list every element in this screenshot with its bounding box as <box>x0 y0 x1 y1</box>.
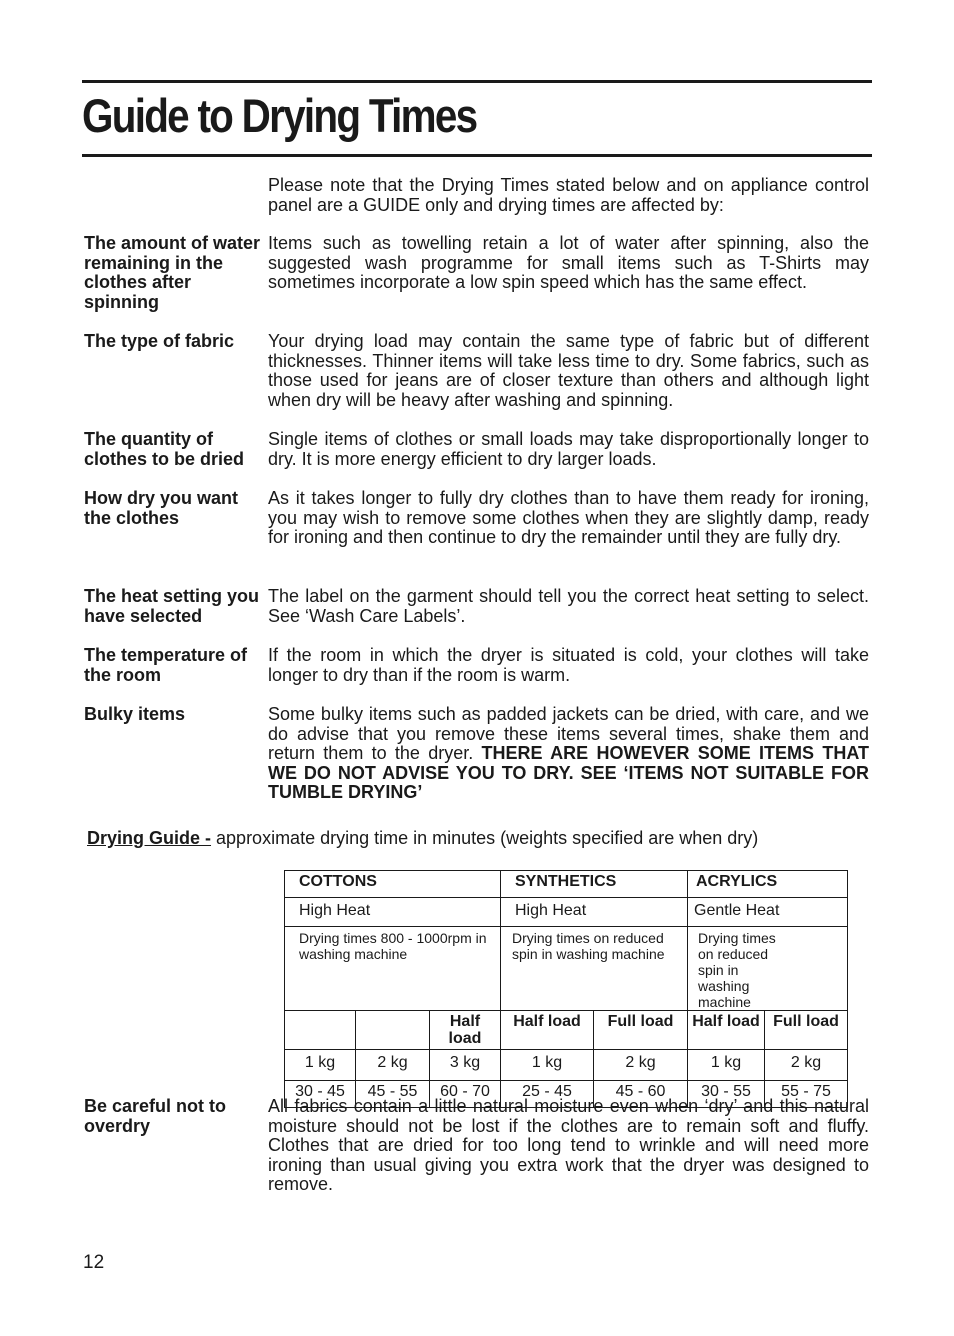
table-row <box>285 1011 848 1050</box>
section-label: Bulky items <box>84 704 186 724</box>
section-text: Single items of clothes or small loads may take disproportionally longer to dry. It is more energy efficient to dry larger loads. <box>268 429 869 469</box>
table-load-cell <box>285 1011 356 1050</box>
section-text: If the room in which the dryer is situated is cold, your clothes will take longer to dry than if the room is warm. <box>268 645 869 685</box>
section-label: The type of fabric <box>84 331 235 351</box>
table-weight-cell: 2 kg <box>765 1050 848 1081</box>
table-weight-cell: 2 kg <box>594 1050 688 1081</box>
table-weight-cell: 2 kg <box>356 1050 430 1081</box>
table-row <box>285 871 848 898</box>
table-group-synthetics: SYNTHETICS <box>501 871 688 898</box>
section-label: The heat setting you have selected <box>84 586 260 626</box>
title-top-rule <box>82 80 872 83</box>
table-heat-cell: Gentle Heat <box>688 898 848 927</box>
section-label: How dry you want the clothes <box>84 488 239 528</box>
table-row <box>285 1050 848 1081</box>
section-text: As it takes longer to fully dry clothes than to have them ready for ironing, you may wish to remove some clothes when they are slightly damp, ready for ironing and then continue to dry the remainder until they are fully dry. <box>268 488 869 548</box>
table-time-cell: 30 - 45 <box>285 1081 356 1108</box>
drying-guide-title: Drying Guide - <box>87 828 212 848</box>
page-title: Guide to Drying Times <box>82 89 477 142</box>
table-time-cell: 45 - 55 <box>356 1081 430 1108</box>
drying-guide-subtitle: approximate drying time in minutes (weights specified are when dry) <box>216 828 759 848</box>
table-weight-cell: 1 kg <box>501 1050 594 1081</box>
table-note-cell: Drying times 800 - 1000rpm in washing machine <box>285 927 501 1011</box>
title-bottom-rule <box>82 154 872 157</box>
section-label: The amount of water remaining in the clothes after spinning <box>84 233 261 312</box>
table-group-cottons: COTTONS <box>285 871 501 898</box>
section-label: Be careful not to overdry <box>84 1096 227 1136</box>
table-weight-cell: 1 kg <box>688 1050 765 1081</box>
section-text <box>268 705 869 803</box>
table-heat-cell: High Heat <box>501 898 688 927</box>
section-text: All fabrics contain a little natural moisture even when ‘dry’ and this natural moisture should not be lost if the clothes are to remain soft and fluffy. Clothes that are dried for too long tend to wrinkle and will need more ironing than usual giving you extra work that the dryer was designed to remove. <box>268 1096 869 1195</box>
table-load-cell: Half load <box>688 1011 765 1050</box>
table-heat-cell: High Heat <box>285 898 501 927</box>
section-text: Your drying load may contain the same type of fabric but of different thicknesses. Thinner items will take less time to dry. Some fabrics, such as those used for jeans are of closer texture than others and although light when dry will be heavy after washing and spinning. <box>268 331 869 410</box>
table-load-cell: Full load <box>765 1011 848 1050</box>
warning-text: THERE ARE HOWEVER SOME ITEMS THAT WE DO NOT ADVISE YOU TO DRY. SEE ‘ITEMS NOT SUITABLE FOR TUMBLE DRYING’ <box>268 743 869 803</box>
drying-times-table <box>284 870 848 1108</box>
table-time-cell: 45 - 60 <box>594 1081 688 1108</box>
table-load-cell: Half load <box>430 1011 501 1050</box>
page-number: 12 <box>83 1252 105 1273</box>
table-time-cell: 25 - 45 <box>501 1081 594 1108</box>
section-text: Items such as towelling retain a lot of water after spinning, also the suggested wash programme for small items such as T-Shirts may sometimes incorporate a low spin speed which has the same effect. <box>268 233 869 293</box>
table-weight-cell: 3 kg <box>430 1050 501 1081</box>
table-row <box>285 927 848 1011</box>
section-text: The label on the garment should tell you the correct heat setting to select. See ‘Wash Care Labels’. <box>268 586 869 626</box>
drying-guide-heading <box>87 828 758 849</box>
table-weight-cell: 1 kg <box>285 1050 356 1081</box>
table-row <box>285 898 848 927</box>
intro-paragraph: Please note that the Drying Times stated below and on appliance control panel are a GUIDE only and drying times are affected by: <box>268 175 869 215</box>
table-time-cell: 60 - 70 <box>430 1081 501 1108</box>
table-time-cell: 30 - 55 <box>688 1081 765 1108</box>
table-group-acrylics: ACRYLICS <box>688 871 848 898</box>
section-text-regular: Some bulky items such as padded jackets can be dried, with care, and we do advise that you remove these items several times, shake them and return them to the dryer. <box>268 704 869 764</box>
table-note-cell: Drying times on reduced spin in washing machine <box>688 927 848 1011</box>
section-label: The temperature of the room <box>84 645 248 685</box>
table-load-cell <box>356 1011 430 1050</box>
table-load-cell: Full load <box>594 1011 688 1050</box>
table-load-cell: Half load <box>501 1011 594 1050</box>
table-note-cell: Drying times on reduced spin in washing machine <box>501 927 688 1011</box>
table-time-cell: 55 - 75 <box>765 1081 848 1108</box>
section-label: The quantity of clothes to be dried <box>84 429 245 469</box>
